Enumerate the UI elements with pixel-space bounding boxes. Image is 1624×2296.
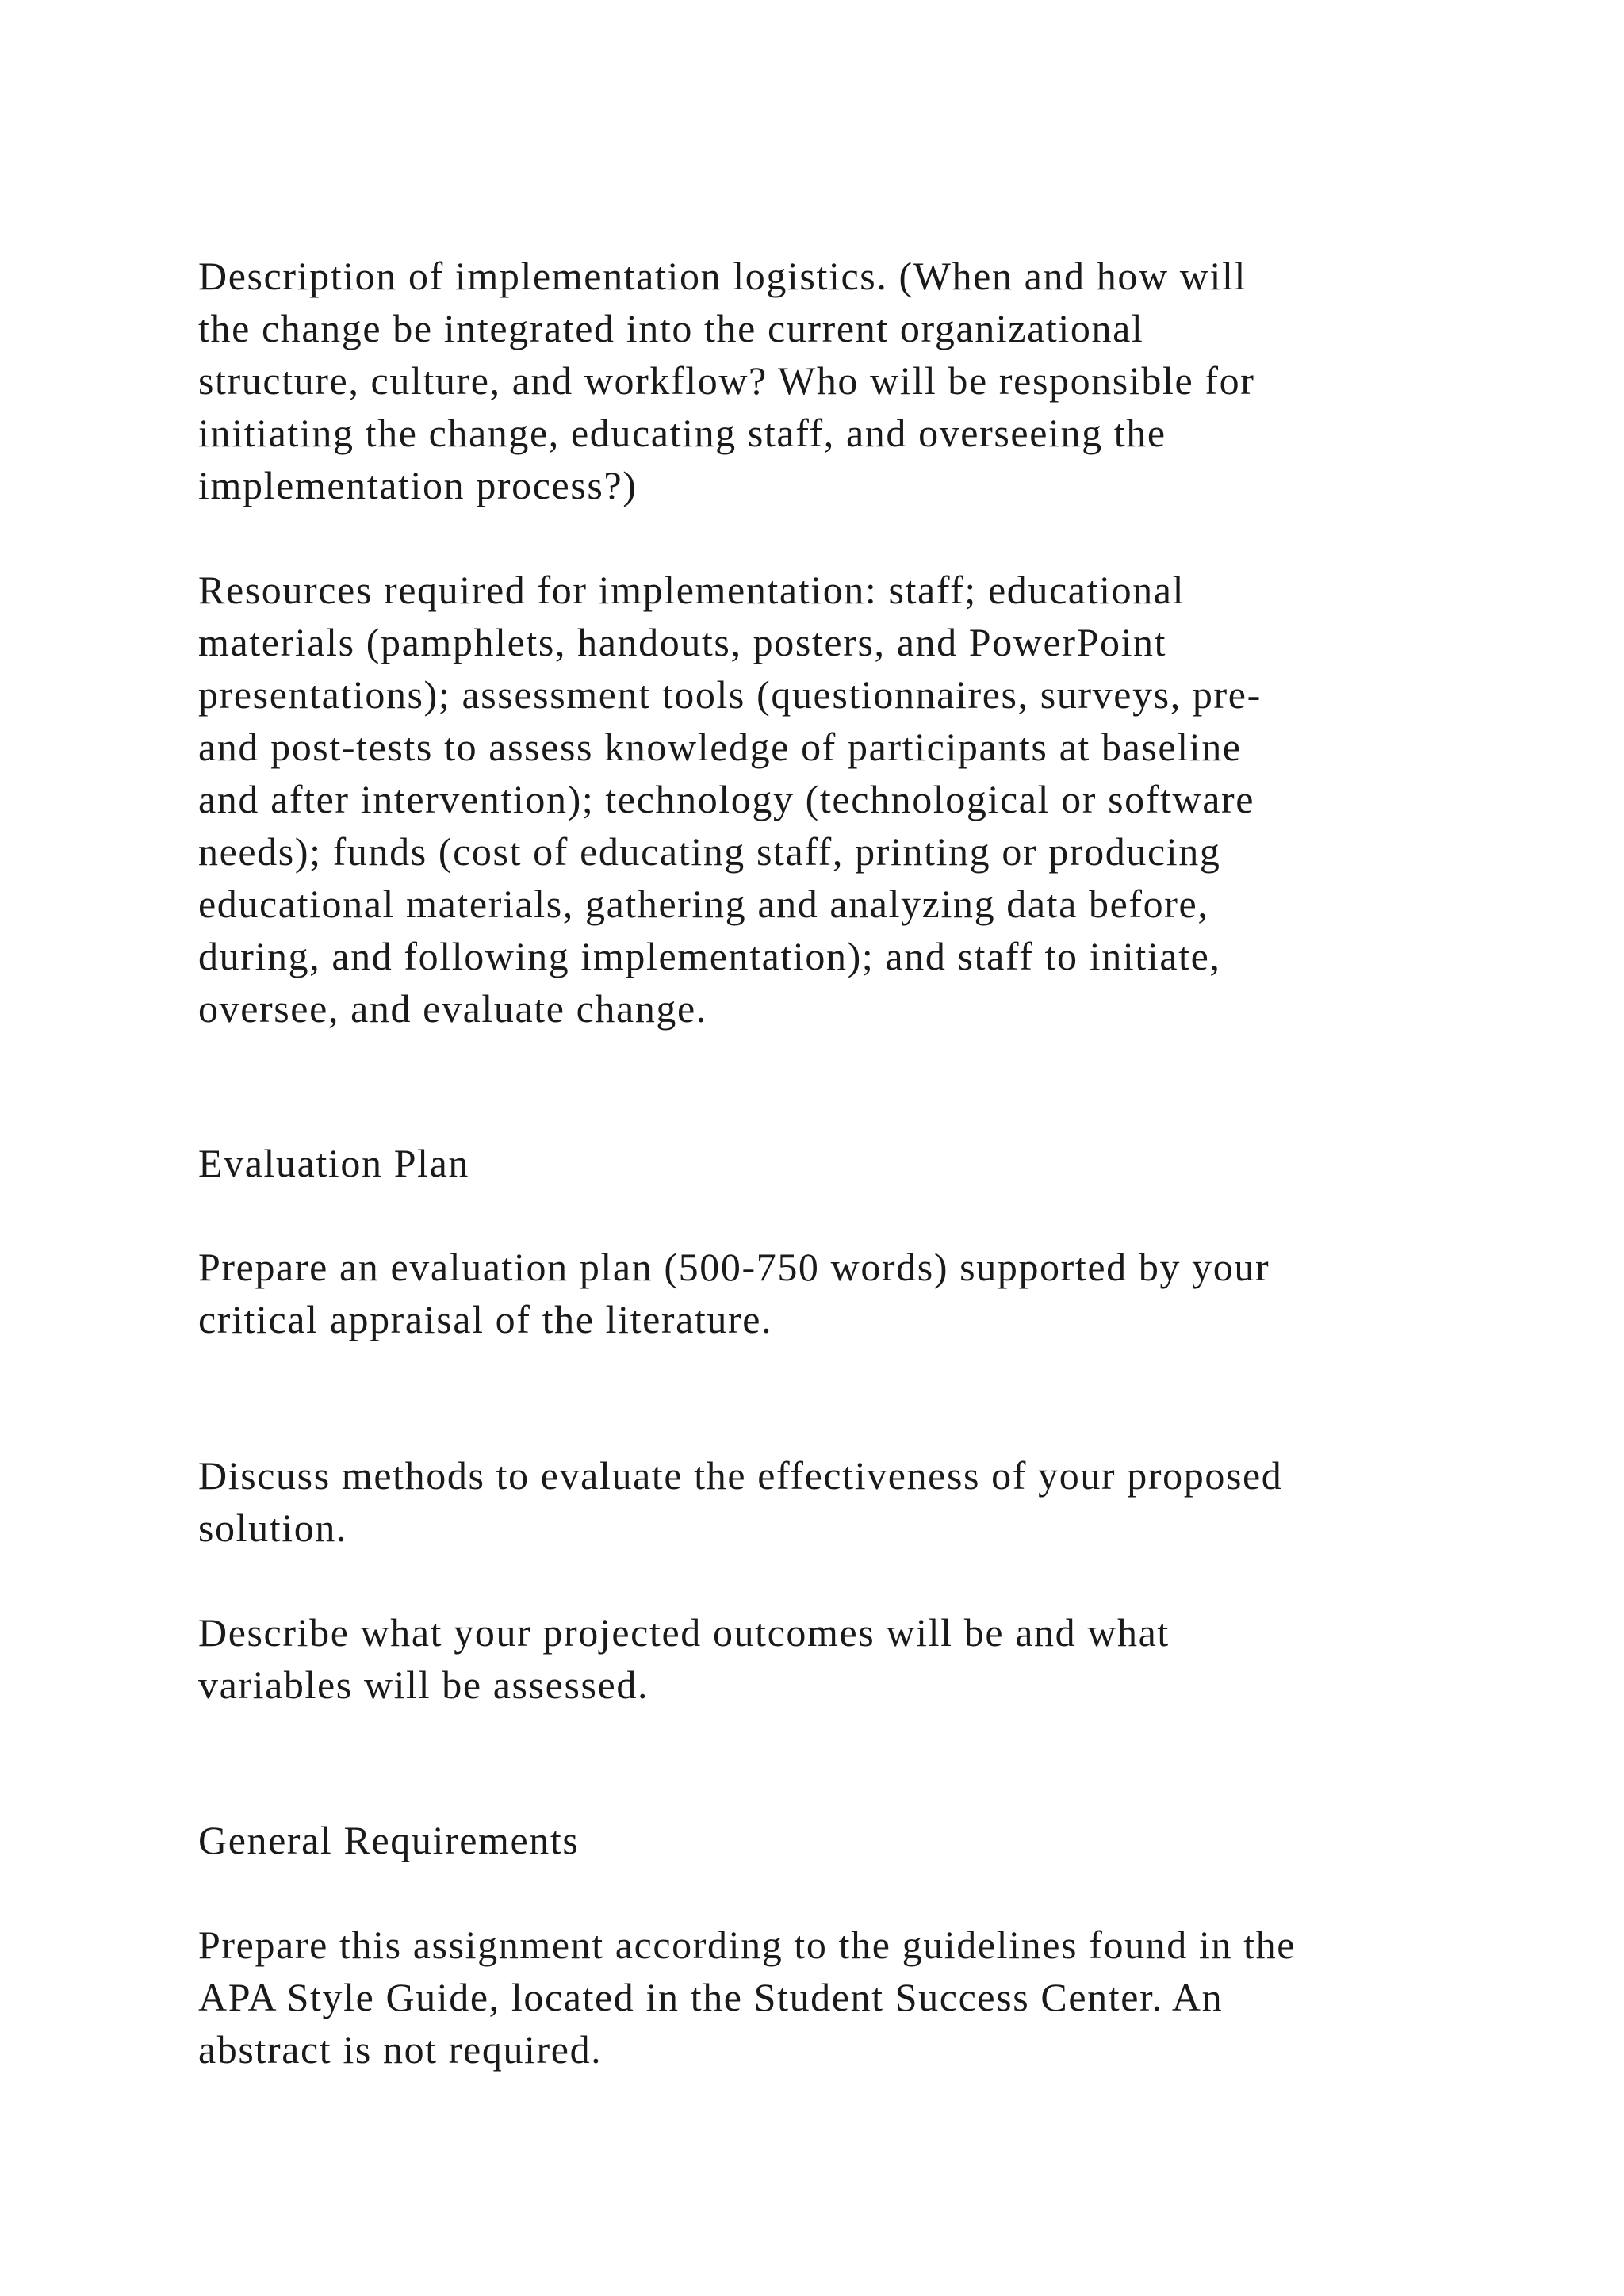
text-line: Prepare an evaluation plan (500-750 words) supported by your [198, 1245, 1270, 1289]
text-line: materials (pamphlets, handouts, posters, and PowerPoint [198, 620, 1167, 664]
text-line: APA Style Guide, located in the Student Success Center. An [198, 1975, 1224, 2019]
section-heading: General Requirements [198, 1818, 580, 1862]
text-line: Describe what your projected outcomes will be and what [198, 1610, 1170, 1655]
text-line: solution. [198, 1506, 348, 1550]
text-line: Prepare this assignment according to the guidelines found in the [198, 1923, 1297, 1967]
text-line: needs); funds (cost of educating staff, printing or producing [198, 829, 1221, 874]
section-heading: Evaluation Plan [198, 1141, 469, 1185]
text-line: initiating the change, educating staff, and overseeing the [198, 411, 1166, 455]
text-line: implementation process?) [198, 463, 638, 507]
text-line: and post-tests to assess knowledge of participants at baseline [198, 725, 1242, 769]
text-line: educational materials, gathering and analyzing data before, [198, 882, 1209, 926]
text-line: variables will be assessed. [198, 1663, 649, 1707]
text-line: Discuss methods to evaluate the effectiveness of your proposed [198, 1453, 1283, 1498]
text-line: Description of implementation logistics. (When and how will [198, 254, 1247, 298]
text-line: during, and following implementation); and staff to initiate, [198, 934, 1221, 978]
text-line: oversee, and evaluate change. [198, 986, 707, 1031]
text-line: Resources required for implementation: staff; educational [198, 568, 1185, 612]
text-line: structure, culture, and workflow? Who will be responsible for [198, 358, 1255, 403]
text-line: and after intervention); technology (technological or software [198, 777, 1255, 821]
text-line: the change be integrated into the current organizational [198, 306, 1144, 350]
text-line: presentations); assessment tools (questionnaires, surveys, pre- [198, 672, 1262, 717]
text-line: critical appraisal of the literature. [198, 1297, 773, 1341]
text-line: abstract is not required. [198, 2027, 603, 2072]
